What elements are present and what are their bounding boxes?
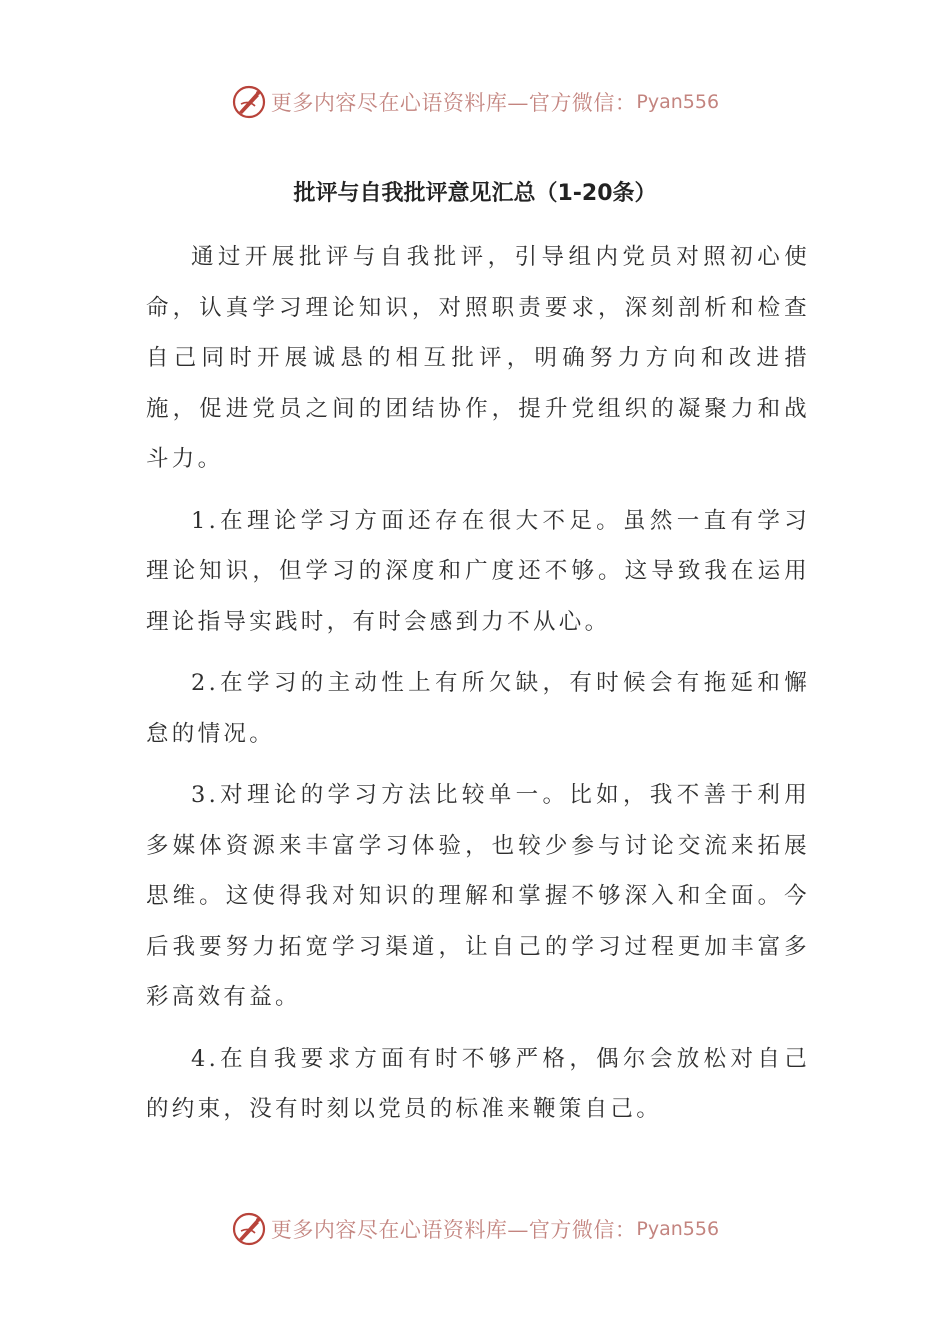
wechat-id: Pyan556 [636, 1218, 720, 1240]
paragraph-item-2: 2.在学习的主动性上有所欠缺，有时候会有拖延和懈怠的情况。 [146, 670, 810, 747]
paragraph-item-1: 1.在理论学习方面还存在很大不足。虽然一直有学习理论知识，但学习的深度和广度还不够。这导致我在运用理论指导实践时，有时会感到力不从心。 [146, 507, 810, 635]
quill-pen-logo-icon [231, 1211, 267, 1247]
page-title: 批评与自我批评意见汇总（1-20条） [293, 181, 657, 206]
intro-paragraph: 通过开展批评与自我批评，引导组内党员对照初心使命，认真学习理论知识，对照职责要求，深刻剖析和检查自己同时开展诚恳的相互批评，明确努力方向和改进措施，促进党员之间的团结协作，提升党组织的凝聚力和战斗力。 [146, 244, 810, 472]
footer-watermark [0, 1209, 950, 1249]
paragraph-item-4: 4.在自我要求方面有时不够严格，偶尔会放松对自己的约束，没有时刻以党员的标准来鞭策自己。 [146, 1045, 810, 1122]
quill-pen-logo-icon [231, 84, 267, 120]
watermark-text: 更多内容尽在心语资料库—官方微信： [270, 1218, 637, 1242]
document-body [146, 232, 810, 1146]
header-watermark [0, 82, 950, 122]
wechat-id: Pyan556 [636, 91, 720, 113]
watermark-text: 更多内容尽在心语资料库—官方微信： [270, 91, 637, 115]
paragraph-item-3: 3.对理论的学习方法比较单一。比如，我不善于利用多媒体资源来丰富学习体验，也较少参与讨论交流来拓展思维。这使得我对知识的理解和掌握不够深入和全面。今后我要努力拓宽学习渠道，让自己的学习过程更加丰富多彩高效有益。 [146, 782, 810, 1010]
